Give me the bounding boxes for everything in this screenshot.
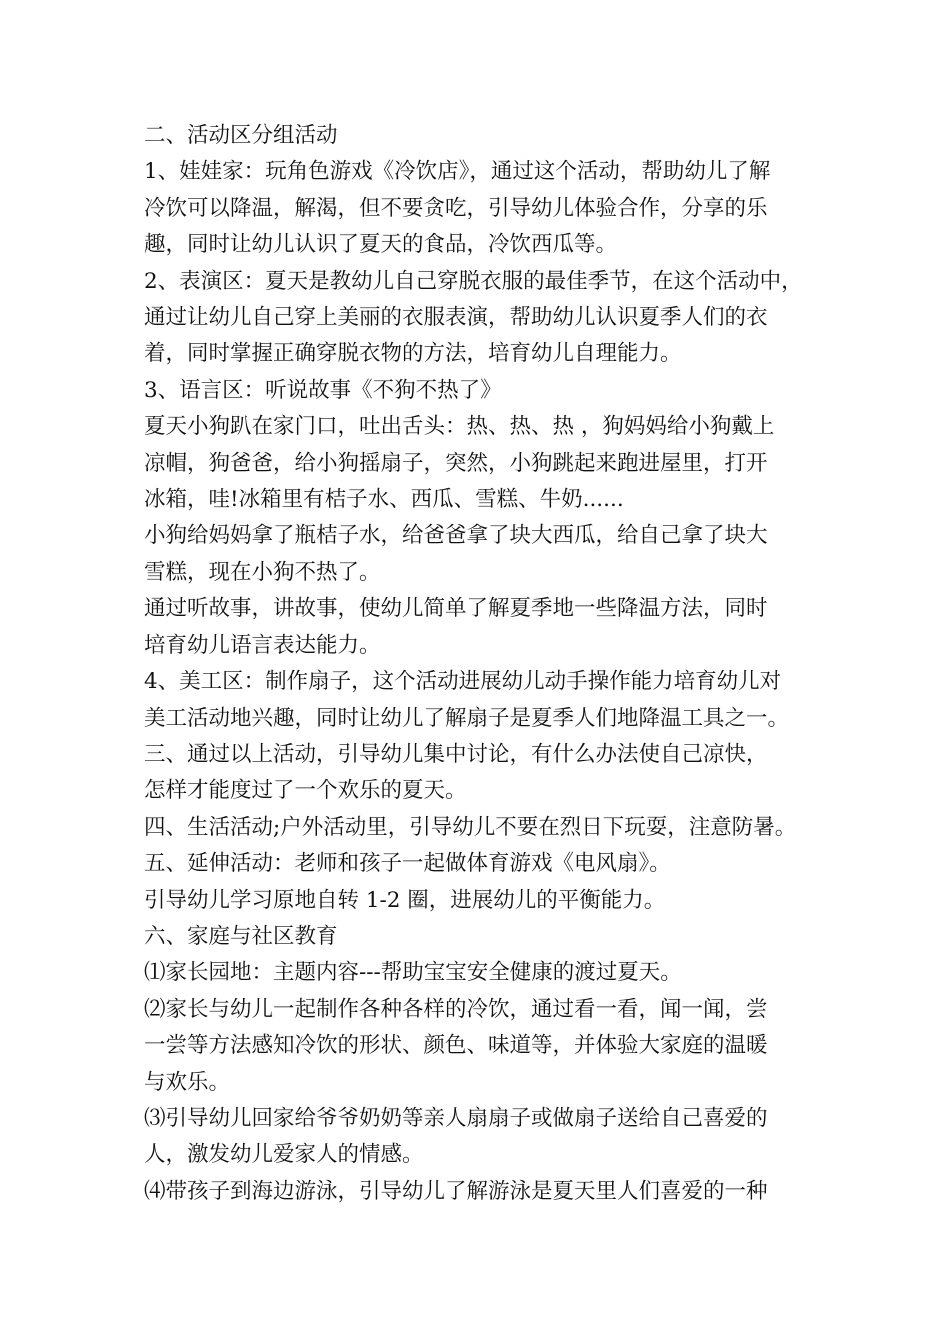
text-line: 3、语言区：听说故事《不狗不热了》 xyxy=(144,377,502,403)
text-line: 2、表演区：夏天是教幼儿自己穿脱衣服的最佳季节，在这个活动中， xyxy=(144,268,803,294)
text-line: 美工活动地兴趣，同时让幼儿了解扇子是夏季人们地降温工具之一。 xyxy=(144,705,790,731)
text-line: 通过让幼儿自己穿上美丽的衣服表演，帮助幼儿认识夏季人们的衣 xyxy=(144,305,768,331)
text-line: 人，激发幼儿爱家人的情感。 xyxy=(144,1142,424,1168)
text-line: 通过听故事，讲故事，使幼儿简单了解夏季地一些降温方法，同时 xyxy=(144,596,768,622)
text-line: 一尝等方法感知冷饮的形状、颜色、味道等，并体验大家庭的温暖 xyxy=(144,1033,768,1059)
text-line: 1、娃娃家：玩角色游戏《冷饮店》，通过这个活动，帮助幼儿了解 xyxy=(144,159,771,185)
text-line: 凉帽，狗爸爸，给小狗摇扇子，突然，小狗跳起来跑进屋里，打开 xyxy=(144,450,768,476)
text-line: 夏天小狗趴在家门口，吐出舌头：热、热、热 ，狗妈妈给小狗戴上 xyxy=(144,414,775,440)
section-heading-extension-activities: 五、延伸活动：老师和孩子一起做体育游戏《电风扇》。 xyxy=(144,851,671,877)
section-heading-activity-areas: 二、活动区分组活动 xyxy=(144,123,338,148)
text-line: ⑷带孩子到海边游泳，引导幼儿了解游泳是夏天里人们喜爱的一种 xyxy=(144,1178,768,1204)
text-line: ⑶引导幼儿回家给爷爷奶奶等亲人扇扇子或做扇子送给自己喜爱的 xyxy=(144,1105,768,1131)
text-line: 冷饮可以降温，解渴，但不要贪吃，引导幼儿体验合作，分享的乐 xyxy=(144,195,768,221)
text-line: 引导幼儿学习原地自转 1-2 圈，进展幼儿的平衡能力。 xyxy=(144,887,666,913)
section-heading-discussion: 三、通过以上活动，引导幼儿集中讨论，有什么办法使自己凉快， xyxy=(144,741,768,767)
text-line: 雪糕，现在小狗不热了。 xyxy=(144,559,381,585)
document-body xyxy=(144,118,824,1210)
text-line: ⑴家长园地：主题内容---帮助宝宝安全健康的渡过夏天。 xyxy=(144,960,682,986)
section-heading-family-community: 六、家庭与社区教育 xyxy=(144,923,338,949)
text-line: 着，同时掌握正确穿脱衣物的方法，培育幼儿自理能力。 xyxy=(144,341,682,367)
text-line: ⑵家长与幼儿一起制作各种各样的冷饮，通过看一看，闻一闻，尝 xyxy=(144,996,768,1022)
text-line: 趣，同时让幼儿认识了夏天的食品，冷饮西瓜等。 xyxy=(144,232,618,258)
text-line: 培育幼儿语言表达能力。 xyxy=(144,632,381,658)
text-line: 冰箱，哇!冰箱里有桔子水、西瓜、雪糕、牛奶...... xyxy=(144,487,624,513)
text-line: 4、美工区：制作扇子，这个活动进展幼儿动手操作能力培育幼儿对 xyxy=(144,669,782,695)
text-line: 怎样才能度过了一个欢乐的夏天。 xyxy=(144,778,467,804)
section-heading-daily-activities: 四、生活活动;户外活动里，引导幼儿不要在烈日下玩耍，注意防暑。 xyxy=(144,814,797,840)
text-line: 小狗给妈妈拿了瓶桔子水，给爸爸拿了块大西瓜，给自己拿了块大 xyxy=(144,523,768,549)
text-line: 与欢乐。 xyxy=(144,1069,231,1095)
